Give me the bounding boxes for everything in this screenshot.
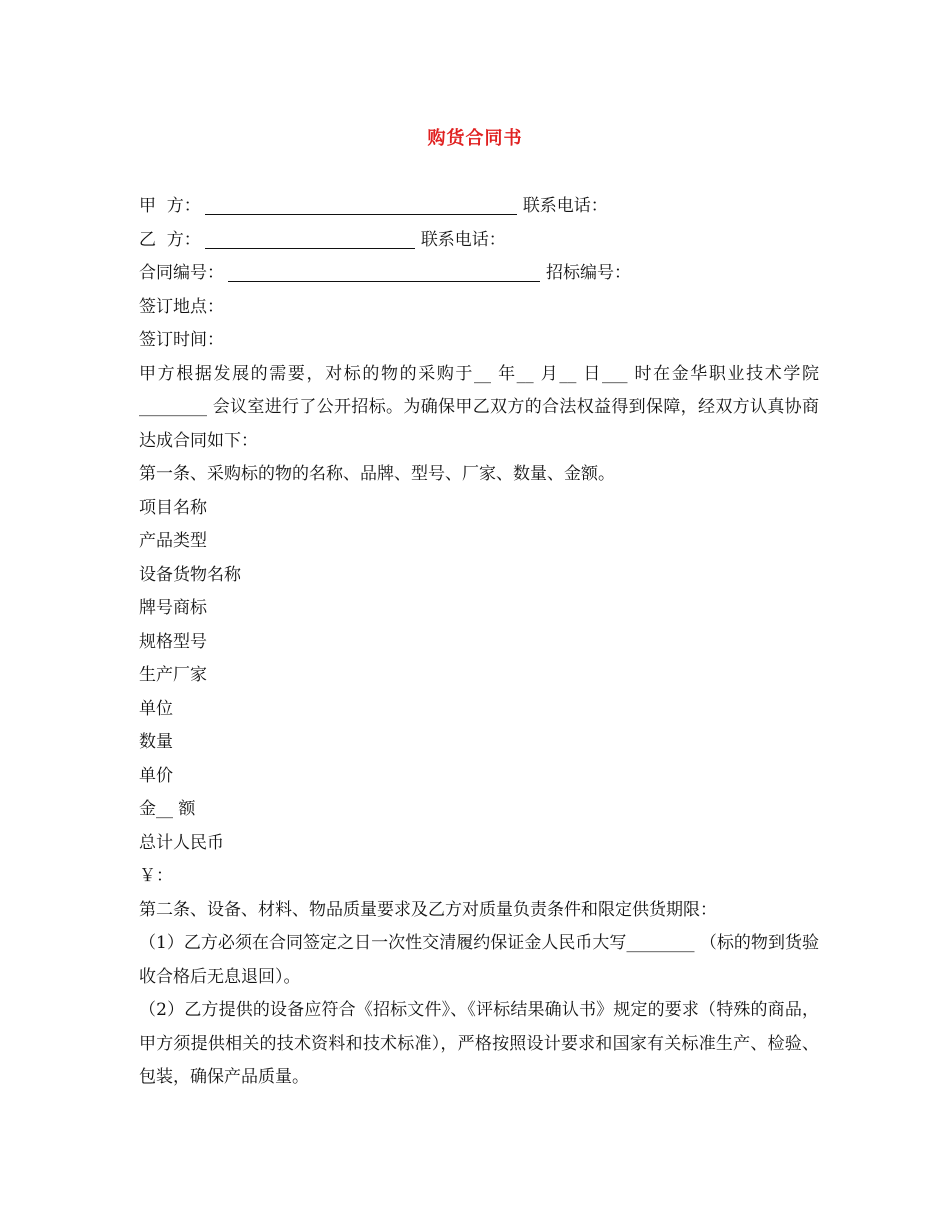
party-a-blank <box>205 194 517 215</box>
contract-number-label: 合同编号： <box>139 263 224 283</box>
sign-time-line: 签订时间： <box>139 330 224 350</box>
item-unit-price: 单价 <box>139 765 173 786</box>
item-yuan-sign: ￥： <box>139 866 173 886</box>
party-b-phone-label: 联系电话： <box>420 229 506 250</box>
party-a-line <box>139 190 819 224</box>
intro-paragraph: 甲方根据发展的需要，对标的物的采购于__ 年__ 月__ 日___ 时在金华职业技术学院________ 会议室进行了公开招标。为确保甲乙双方的合法权益得到保障，经双方认真协商达成合同如下： <box>139 363 819 451</box>
clause-2: （2）乙方提供的设备应符合《招标文件》、《评标结果确认书》规定的要求（特殊的商品，甲方须提供相关的技术资料和技术标准），严格按照设计要求和国家有关标准生产、检验、包装，确保产品质量。 <box>139 1000 819 1087</box>
document-body <box>139 190 819 1095</box>
clause-1: （1）乙方必须在合同签定之日一次性交清履约保证金人民币大写________ （标的物到货验收合格后无息退回）。 <box>139 933 819 987</box>
item-model: 规格型号 <box>139 631 207 652</box>
item-goods-name: 设备货物名称 <box>139 564 241 585</box>
item-brand: 牌号商标 <box>139 598 207 618</box>
item-product-type: 产品类型 <box>139 531 207 551</box>
party-a-label: 甲 方： <box>139 196 201 216</box>
sign-place-line: 签订地点： <box>139 296 224 317</box>
bid-number-label: 招标编号： <box>546 263 631 283</box>
item-project-name: 项目名称 <box>139 497 207 518</box>
item-quantity: 数量 <box>139 732 173 752</box>
item-manufacturer: 生产厂家 <box>139 665 207 685</box>
party-b-line <box>139 224 819 258</box>
party-a-phone-label: 联系电话： <box>522 196 608 216</box>
party-b-label: 乙 方： <box>139 229 201 250</box>
item-unit: 单位 <box>139 698 173 719</box>
article-1-title: 第一条、采购标的物的名称、品牌、型号、厂家、数量、金额。 <box>139 464 615 484</box>
article-2-title: 第二条、设备、材料、物品质量要求及乙方对质量负责条件和限定供货期限： <box>139 899 717 920</box>
contract-number-blank <box>228 261 540 282</box>
party-b-blank <box>205 228 415 249</box>
item-total-rmb: 总计人民币 <box>139 832 224 853</box>
contract-number-line <box>139 257 819 291</box>
document-title: 购货合同书 <box>427 128 523 149</box>
item-amount: 金__ 额 <box>139 799 196 819</box>
